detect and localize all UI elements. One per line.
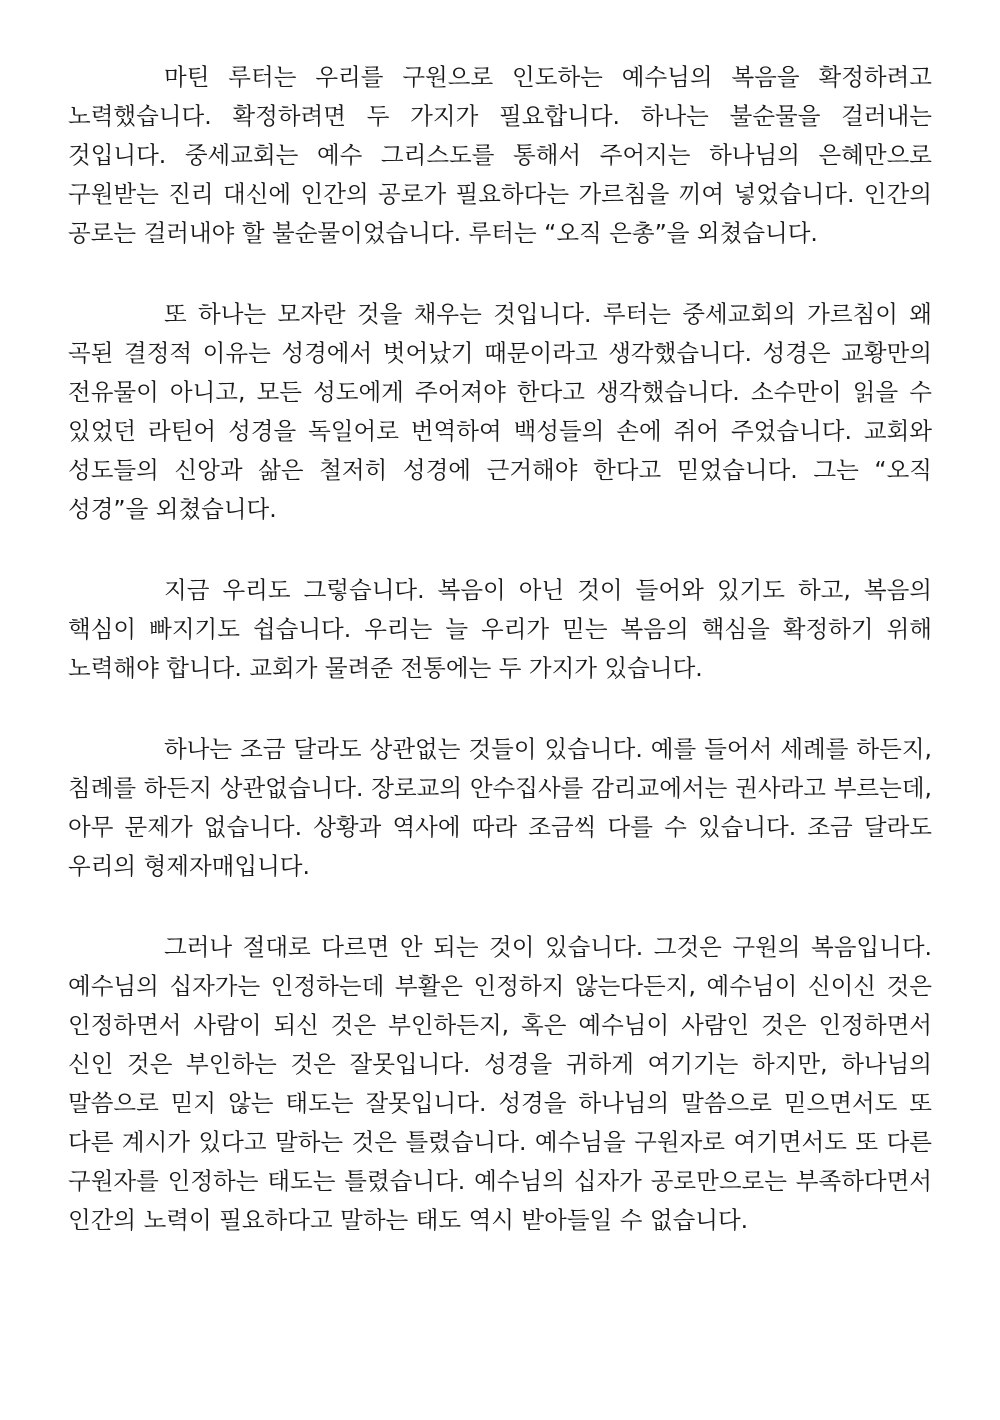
- paragraph-today: 지금 우리도 그렇습니다. 복음이 아닌 것이 들어와 있기도 하고, 복음의 핵심이 빠지기도 쉽습니다. 우리는 늘 우리가 믿는 복음의 핵심을 확정하기 위해 노력해야 합니다. 교회가 물려준 전통에는 두 가지가 있습니다.: [68, 576, 932, 682]
- paragraph-luther-scripture: 또 하나는 모자란 것을 채우는 것입니다. 루터는 중세교회의 가르침이 왜 곡된 결정적 이유는 성경에서 벗어났기 때문이라고 생각했습니다. 성경은 교황만의 전유물이 아니고, 모든 성도에게 주어져야 한다고 생각했습니다. 소수만이 읽을 수 있었던 라틴어 성경을 독일어로 번역하여 백성들의 손에 쥐어 주었습니다. 교회와 성도들의 신앙과 삶은 철저히 성경에 근거해야 한다고 믿었습니다. 그는 “오직 성경”을 외쳤습니다.: [68, 300, 932, 523]
- paragraph-gospel-essentials: 그러나 절대로 다르면 안 되는 것이 있습니다. 그것은 구원의 복음입니다. 예수님의 십자가는 인정하는데 부활은 인정하지 않는다든지, 예수님이 신이신 것은 인정하면서 사람이 되신 것은 부인하든지, 혹은 예수님이 사람인 것은 인정하면서 신인 것은 부인하는 것은 잘못입니다. 성경을 귀하게 여기기는 하지만, 하나님의 말씀으로 믿지 않는 태도는 잘못입니다. 성경을 하나님의 말씀으로 믿으면서도 또 다른 계시가 있다고 말하는 것은 틀렸습니다. 예수님을 구원자로 여기면서도 또 다른 구원자를 인정하는 태도는 틀렸습니다. 예수님의 십자가 공로만으로는 부족하다면서 인간의 노력이 필요하다고 말하는 태도 역시 받아들일 수 없습니다.: [68, 933, 932, 1234]
- document-body: [68, 58, 932, 1240]
- paragraph-differences-allowed: 하나는 조금 달라도 상관없는 것들이 있습니다. 예를 들어서 세례를 하든지, 침례를 하든지 상관없습니다. 장로교의 안수집사를 감리교에서는 권사라고 부르는데, 아무 문제가 없습니다. 상황과 역사에 따라 조금씩 다를 수 있습니다. 조금 달라도 우리의 형제자매입니다.: [68, 735, 932, 880]
- paragraph-luther-grace: 마틴 루터는 우리를 구원으로 인도하는 예수님의 복음을 확정하려고 노력했습니다. 확정하려면 두 가지가 필요합니다. 하나는 불순물을 걸러내는 것입니다. 중세교회는 예수 그리스도를 통해서 주어지는 하나님의 은혜만으로 구원받는 진리 대신에 인간의 공로가 필요하다는 가르침을 끼여 넣었습니다. 인간의 공로는 걸러내야 할 불순물이었습니다. 루터는 “오직 은총”을 외쳤습니다.: [68, 63, 932, 247]
